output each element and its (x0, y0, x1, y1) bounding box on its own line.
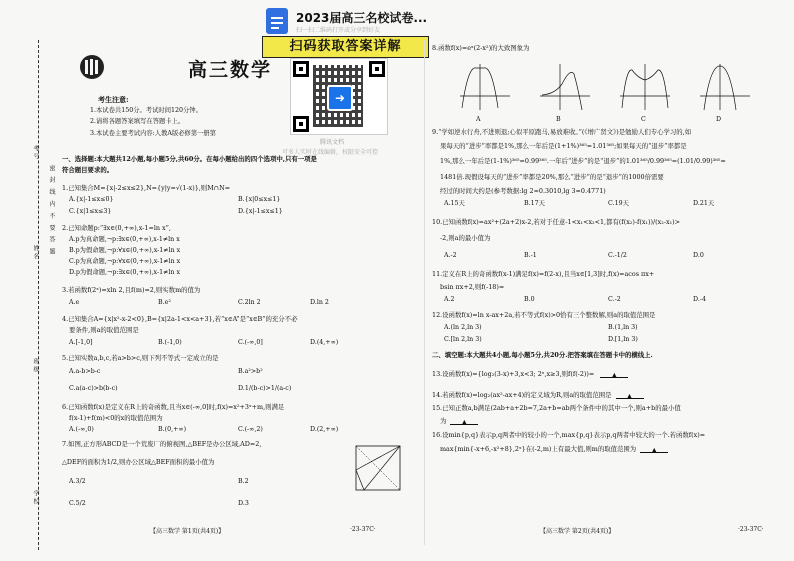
promo-banner[interactable]: 扫码获取答案详解 (262, 36, 429, 58)
q6-option-c[interactable]: C.(-∞,2) (238, 426, 263, 433)
right-footer-code: ·23-37C· (738, 526, 764, 533)
q15-stem-b (440, 417, 478, 425)
q6-option-b[interactable]: B.(0,+∞) (158, 426, 187, 433)
notice-1: 1.本试卷共150分。考试时间120分钟。 (90, 107, 202, 114)
label-kaohao: 考号 (32, 145, 39, 161)
q10-stem: 10.已知函数f(x)=ax²+(2a+2)x-2,若对于任意-1<x₁<x₂<1,都有(f(x₂)-f(x₁))/(x₂-x₁)> (432, 218, 681, 226)
q5-option-b[interactable]: B.a²>b² (238, 368, 263, 375)
q6-option-a[interactable]: A.(-∞,0) (69, 426, 94, 433)
seal-text: 密 封 线 内 不 要 答 题 (48, 165, 55, 257)
q9-option-d[interactable]: D.21天 (693, 200, 715, 207)
notice-title: 考生注意: (98, 95, 129, 104)
q9-option-c[interactable]: C.19天 (608, 200, 629, 207)
q11-option-c[interactable]: C.-2 (608, 296, 621, 303)
page-divider (424, 40, 425, 545)
q2-option-c[interactable]: C.p为真命题,¬p:∀x∈(0,+∞),x-1≠ln x (69, 258, 181, 265)
q4-option-c[interactable]: C.(-∞,0] (238, 339, 263, 346)
q12-option-a[interactable]: A.(ln 2,ln 3) (444, 324, 482, 331)
notice-2: 2.请将各题答案填写在答题卡上。 (90, 118, 185, 125)
q13-text: 13.设函数f(x)={log₂(3-x)+3,x<3; 2ˣ,x≥3,则f(f(-2))= (432, 370, 595, 378)
q1-option-c[interactable]: C.{x|1≤x≤3} (69, 208, 112, 215)
q13-blank-marker: ▲ (611, 370, 617, 379)
q6-stem-b: f(x-1)+f(m)<0的x的取值范围为 (69, 414, 163, 422)
q13-answer-blank[interactable] (600, 371, 628, 378)
section2-title: 二、填空题:本大题共4小题,每小题5分,共20分.把答案填在答题卡中的横线上. (432, 351, 653, 359)
binding-line (38, 40, 39, 550)
q1-option-b[interactable]: B.{x|0≤x≤1} (238, 196, 281, 203)
q16-blank-marker: ▲ (651, 445, 657, 454)
q7-option-a[interactable]: A.3/2 (69, 478, 86, 485)
q14-blank-marker: ▲ (627, 391, 632, 400)
q11-stem-b: bsin πx+2,则f(-18)= (440, 283, 505, 291)
q9-stem-e: 经过的时间大约是(参考数据:lg 2≈0.3010,lg 3≈0.4771) (440, 187, 606, 195)
q12-option-b[interactable]: B.(1,ln 3) (608, 324, 638, 331)
q3-stem: 3.若函数f(2ˣ)=xln 2,且f(m)=2,则实数m的值为 (62, 286, 201, 294)
label-banji: 班级 (32, 358, 39, 374)
banner-title[interactable]: 2023届高三名校试卷... (296, 11, 428, 25)
q8-label-a[interactable]: A (476, 116, 481, 123)
q4-option-a[interactable]: A.[-1,0] (69, 339, 93, 346)
q8-graph-options (440, 56, 760, 116)
q8-stem: 8.函数f(x)=eˣ(2-x²)的大致图象为 (432, 44, 530, 52)
q8-label-b[interactable]: B (556, 116, 561, 123)
q8-label-d[interactable]: D (716, 116, 722, 123)
q3-option-c[interactable]: C.2ln 2 (238, 299, 261, 306)
q4-stem: 4.已知集合A={x|x²-x-2<0},B={x|2a-1<x<a+3},若“x∈A”是“x∈B”的充分不必 (62, 315, 298, 323)
q5-option-c[interactable]: C.a(a-c)>b(b-c) (69, 385, 118, 392)
q7-stem-b: △DEF的面积为1/2,则办公区域△BEF面积的最小值为 (62, 458, 215, 466)
q7-option-d[interactable]: D.3 (238, 500, 249, 507)
q15-answer-blank[interactable] (450, 418, 478, 425)
q2-option-d[interactable]: D.p为假命题,¬p:∃x∈(0,+∞),x-1≠ln x (69, 269, 181, 276)
q10-option-c[interactable]: C.-1/2 (608, 252, 627, 259)
qr-caption-2: 可多人实时在线编辑，权限安全可控 (282, 149, 379, 156)
q2-stem: 2.已知命题p:“∃x∈(0,+∞),x-1=ln x”, (62, 224, 171, 232)
q16-answer-blank[interactable] (640, 446, 668, 453)
right-footer: 【高三数学 第2页(共4页)】 (540, 528, 615, 535)
paper-title: 高三数学 (188, 59, 273, 81)
q12-option-d[interactable]: D.[1,ln 3) (608, 336, 638, 343)
q2-option-b[interactable]: B.p为假命题,¬p:∀x∈(0,+∞),x-1≠ln x (69, 247, 181, 254)
q9-option-a[interactable]: A.15天 (444, 200, 465, 207)
q11-stem: 11.定义在R上的奇函数f(x-1)满足f(x)=f(2-x),且当x∈[1,3]时,f(x)=acos πx+ (432, 270, 655, 278)
doc-icon (266, 8, 288, 34)
q5-option-d[interactable]: D.1/(b-c)>1/(a-c) (238, 385, 292, 392)
q7-stem: 7.如图,正方形ABCD是一个荒废厂的俯视图,△BEF是办公区域,AD=2, (62, 440, 262, 448)
q12-option-c[interactable]: C.[ln 2,ln 3) (444, 336, 482, 343)
q9-option-b[interactable]: B.17天 (524, 200, 545, 207)
label-xuexiao: 学校 (32, 490, 39, 506)
left-footer-code: ·23-37C· (350, 526, 376, 533)
q5-stem: 5.已知实数a,b,c,若a>b>c,则下列不等式一定成立的是 (62, 354, 219, 362)
q15-stem: 15.已知正数a,b满足(2ab+a+2b=7,2a+b=ab两个条件中的其中一个,则a+b的最小值 (432, 404, 681, 412)
q5-option-a[interactable]: A.a-b>b-c (69, 368, 101, 375)
q7-square-figure (350, 440, 406, 500)
q10-stem-b: -2,则a的最小值为 (440, 234, 491, 242)
q1-option-a[interactable]: A.{x|-1≤x≤0} (69, 196, 114, 203)
q2-option-a[interactable]: A.p为真命题,¬p:∃x∈(0,+∞),x-1≠ln x (69, 236, 180, 243)
q6-stem: 6.已知函数f(x)是定义在R上的奇函数,且当x∈(-∞,0]时,f(x)=x²+3ˣ+m,则满足 (62, 403, 285, 411)
q9-stem: 9.“学如逆水行舟,不进则退;心似平原跑马,易放难收。”(《增广贤文》)是勉励人们专心学习的,如 (432, 128, 692, 136)
q11-option-d[interactable]: D.-4 (693, 296, 706, 303)
q4-option-d[interactable]: D.(4,+∞) (310, 339, 339, 346)
q14-stem (432, 391, 644, 399)
qr-center-logo: ➜ (327, 85, 353, 111)
q7-option-b[interactable]: B.2 (238, 478, 249, 485)
q10-option-a[interactable]: A.-2 (444, 252, 457, 259)
q9-stem-d: 1481倍.现假设每天的“进步”率都是20%,那么“进步”的是“退步”的1000倍需要 (440, 173, 664, 181)
q4-option-b[interactable]: B.(-1,0) (158, 339, 182, 346)
banner-subtitle: 扫一扫二维码打开或分享到好友 (296, 27, 381, 34)
q16-stem-b (440, 445, 668, 453)
q4-stem-b: 要条件,则a的取值范围是 (69, 326, 139, 334)
section1-title-b: 符合题目要求的。 (62, 166, 114, 174)
publisher-logo (80, 55, 104, 79)
q16-stem: 16.设min{p,q}表示p,q两者中的较小的一个,max{p,q}表示p,q两者中较大的一个.若函数f(x)= (432, 431, 706, 439)
section1-title: 一、选择题:本大题共12小题,每小题5分,共60分。在每小题给出的四个选项中,只有一项是 (62, 155, 317, 163)
q7-option-c[interactable]: C.5/2 (69, 500, 86, 507)
q15-text-b: 为 (440, 417, 447, 425)
q15-blank-marker: ▲ (461, 417, 467, 426)
q10-option-d[interactable]: D.0 (693, 252, 704, 259)
q12-stem: 12.设函数f(x)=ln x-ax+2a,若不等式f(x)>0恰有三个整数解,则a的取值范围是 (432, 311, 656, 319)
q11-option-b[interactable]: B.0 (524, 296, 535, 303)
q11-option-a[interactable]: A.2 (444, 296, 455, 303)
q14-answer-blank[interactable] (616, 392, 644, 399)
qr-code[interactable] (290, 58, 388, 135)
q1-option-d[interactable]: D.{x|-1≤x≤1} (238, 208, 283, 215)
q16-text-b: max{min{-x+6,-x²+8},2ˣ}在(-2,m)上有最大值,则m的取值范围为 (440, 445, 637, 453)
q8-label-c[interactable]: C (641, 116, 646, 123)
q3-option-a[interactable]: A.e (69, 299, 80, 306)
q9-stem-b: 果每天的“进步”率都是1%,那么一年后是(1+1%)³⁶⁵=1.01³⁶⁵;如果每天的“退步”率都是 (440, 142, 687, 150)
label-xingming: 姓名 (32, 245, 39, 261)
q9-stem-c: 1%,那么一年后是(1-1%)³⁶⁵=0.99³⁶⁵.一年后“进步”的是“退步”的1.01³⁶⁵/0.99³⁶⁵=(1.01/0.99)³⁶⁵≈ (440, 157, 726, 165)
q1-stem: 1.已知集合M={x|-2≤x≤2},N={y|y=√(1-x)},则M∩N= (62, 184, 231, 192)
q6-option-d[interactable]: D.(2,+∞) (310, 426, 339, 433)
left-footer: 【高三数学 第1页(共4页)】 (150, 528, 225, 535)
q14-text: 14.若函数f(x)=log₂(ax²-ax+4)的定义域为R,则a的取值范围是 (432, 391, 612, 399)
q10-option-b[interactable]: B.-1 (524, 252, 537, 259)
q3-option-b[interactable]: B.e² (158, 299, 171, 306)
q13-stem (432, 370, 628, 378)
q3-option-d[interactable]: D.ln 2 (310, 299, 329, 306)
notice-3: 3.本试卷主要考试内容:人教A版必修第一册第 (90, 130, 217, 137)
qr-caption-1: 腾讯文档 (320, 139, 345, 146)
